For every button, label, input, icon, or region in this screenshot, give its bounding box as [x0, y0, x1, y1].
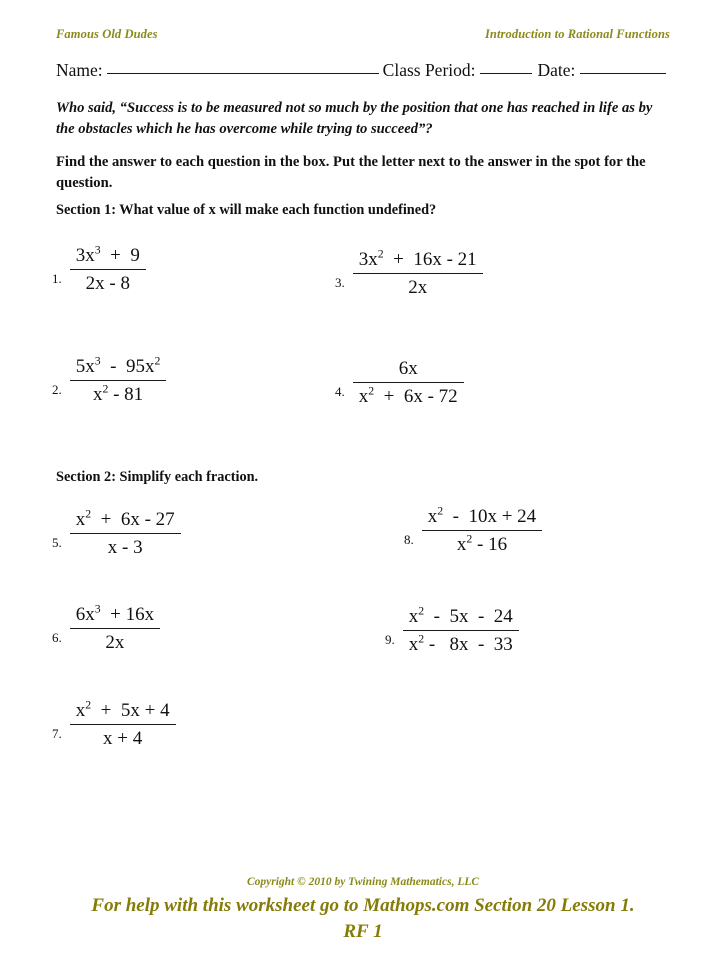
problem-9	[385, 605, 519, 657]
problem-number: 1.	[52, 270, 62, 286]
problem-number: 5.	[52, 534, 62, 550]
problem-3	[335, 248, 483, 300]
fraction	[422, 505, 542, 557]
problem-8	[404, 505, 542, 557]
problem-number: 7.	[52, 725, 62, 741]
worksheet-instructions: Find the answer to each question in the box. Put the letter next to the answer in the spot for the question.	[56, 154, 646, 192]
name-input-blank[interactable]	[107, 73, 379, 74]
exponent: 2	[377, 247, 384, 261]
fraction	[353, 357, 464, 409]
fraction-denominator: $x^2 - 16$	[422, 530, 542, 557]
student-info-line	[56, 60, 670, 81]
problem-number: 9.	[385, 631, 395, 647]
help-footer	[0, 893, 726, 944]
fraction	[70, 355, 167, 407]
exponent: 2	[85, 507, 92, 521]
fraction-numerator: $6x^3 + 16x$	[75, 602, 155, 625]
problem-5	[52, 508, 181, 560]
problem-number: 2.	[52, 381, 62, 397]
exponent: 2	[437, 504, 444, 518]
page-header	[56, 27, 670, 42]
fraction-denominator: 2x	[70, 628, 160, 655]
fraction-numerator: $x^2 + 6x - 27$	[75, 507, 175, 530]
class-period-label: Class Period:	[382, 60, 476, 80]
fraction	[403, 605, 519, 657]
fraction-denominator: 2x - 8	[70, 269, 146, 296]
exponent: 2	[368, 384, 375, 398]
fraction-numerator: $3x^2 + 16x - 21$	[358, 247, 477, 270]
fraction	[70, 603, 160, 655]
fraction-denominator: $x^2 - 8x - 33$	[403, 630, 519, 657]
fraction-denominator: x - 3	[70, 533, 181, 560]
name-label: Name:	[56, 60, 103, 80]
header-right-title: Introduction to Rational Functions	[484, 27, 670, 41]
exponent: 3	[94, 354, 101, 368]
problem-number: 6.	[52, 629, 62, 645]
help-footer-line-2: RF 1	[343, 920, 383, 942]
header-left-title: Famous Old Dudes	[56, 27, 158, 41]
exponent: 3	[94, 602, 101, 616]
section-2-heading: Section 2: Simplify each fraction.	[56, 469, 259, 485]
exponent: 2	[154, 354, 161, 368]
problem-2	[52, 355, 166, 407]
problem-7	[52, 699, 176, 751]
date-label: Date:	[537, 60, 576, 80]
fraction-numerator: $x^2 - 10x + 24$	[427, 504, 537, 527]
problem-number: 4.	[335, 383, 345, 399]
exponent: 2	[102, 382, 109, 396]
exponent: 2	[85, 698, 92, 712]
exponent: 2	[418, 604, 425, 618]
fraction	[70, 699, 176, 751]
problem-1	[52, 244, 146, 296]
problem-4	[335, 357, 464, 409]
fraction-numerator: $3x^3 + 9$	[75, 243, 140, 266]
exponent: 2	[466, 532, 473, 546]
fraction-denominator: x + 4	[70, 724, 176, 751]
date-input-blank[interactable]	[580, 73, 666, 74]
copyright-notice: Copyright © 2010 by Twining Mathematics, LLC	[246, 876, 480, 888]
help-footer-line-1: For help with this worksheet go to Mathops.com Section 20 Lesson 1.	[91, 895, 635, 916]
riddle-question: Who said, “Success is to be measured not so much by the position that one has reached in life as by the obstacles which he has overcome while trying to succeed”?	[56, 100, 653, 138]
fraction-numerator: $5x^3 - 95x^2$	[75, 354, 161, 377]
fraction	[70, 508, 181, 560]
fraction	[353, 248, 483, 300]
fraction-denominator: $x^2 + 6x - 72$	[353, 382, 464, 409]
exponent: 3	[94, 243, 101, 257]
fraction-numerator: $x^2 - 5x - 24$	[408, 604, 513, 627]
problem-number: 3.	[335, 274, 345, 290]
fraction-numerator: $x^2 + 5x + 4$	[75, 698, 170, 721]
fraction-denominator: 2x	[353, 273, 483, 300]
class-period-input-blank[interactable]	[480, 73, 532, 74]
fraction-denominator: $x^2 - 81$	[70, 380, 167, 407]
section-1-heading: Section 1: What value of x will make each function undefined?	[56, 202, 437, 218]
exponent: 2	[418, 632, 425, 646]
problem-number: 8.	[404, 531, 414, 547]
problem-6	[52, 603, 160, 655]
fraction	[70, 244, 146, 296]
fraction-numerator: 6x	[398, 358, 418, 379]
